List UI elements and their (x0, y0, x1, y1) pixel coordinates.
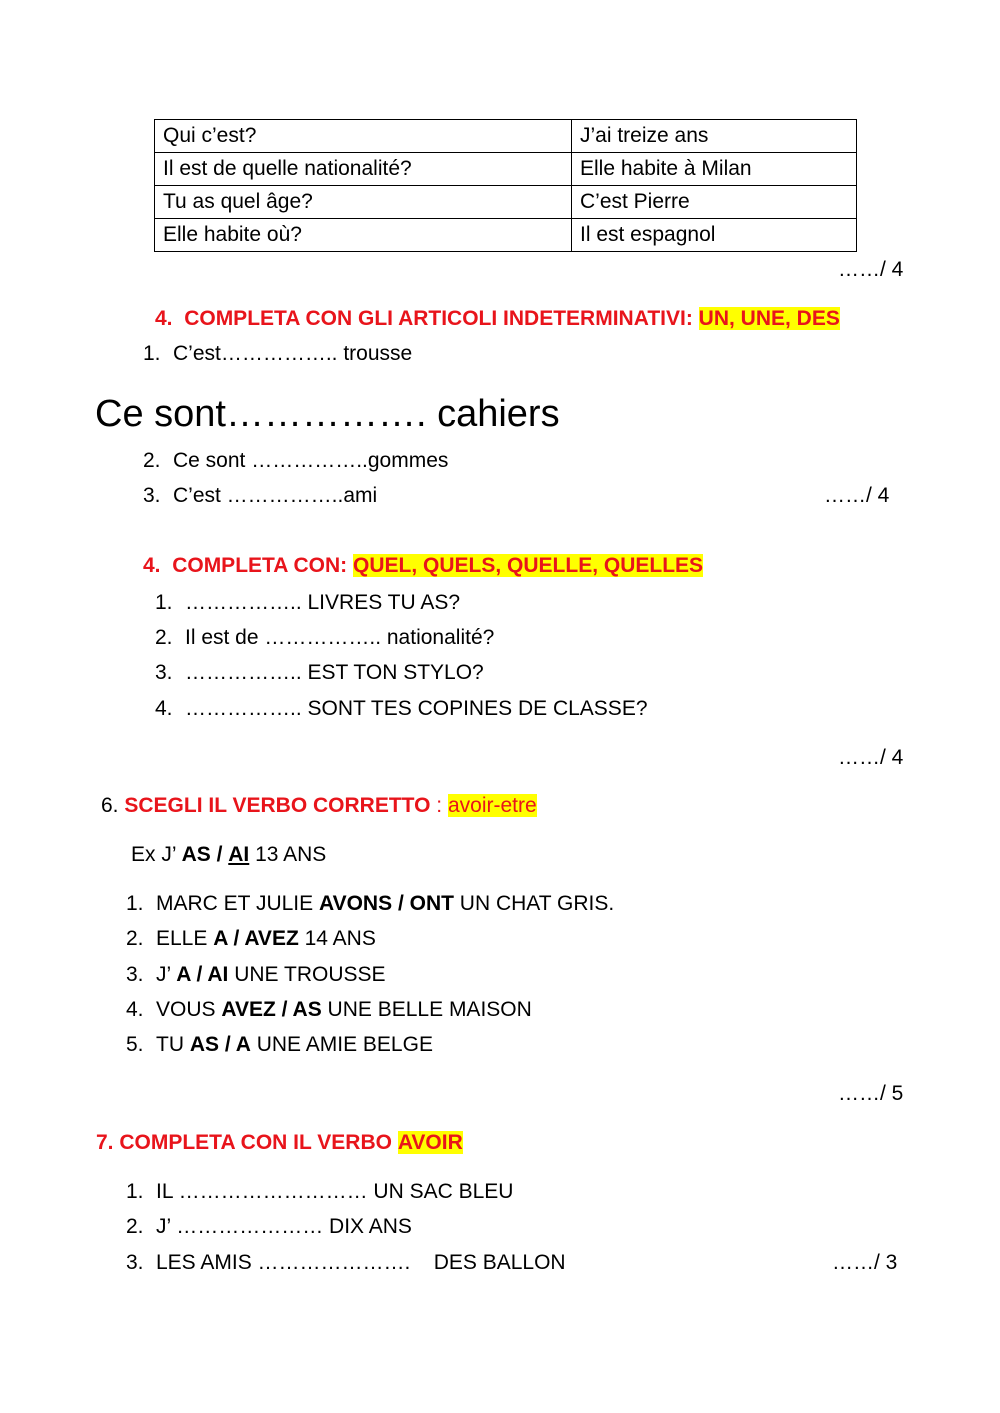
item-text: Ce sont ……………..gommes (173, 449, 449, 472)
item-post: UNE TROUSSE (228, 963, 386, 986)
section-articles-heading (155, 307, 840, 331)
table-cell-answer: C’est Pierre (572, 186, 857, 219)
item-text: IL ……………………… UN SAC BLEU (156, 1180, 514, 1203)
example-answer: AI (228, 843, 250, 866)
score-avoir: ……/ 3 (832, 1251, 898, 1274)
section-highlight: QUEL, QUELS, QUELLE, QUELLES (353, 554, 704, 577)
list-item (155, 661, 484, 685)
score-table: ……/ 4 (838, 258, 904, 281)
section-avoir-heading (96, 1131, 463, 1155)
table-cell-answer: Il est espagnol (572, 219, 857, 252)
list-item (126, 1180, 513, 1204)
table-cell-question: Qui c’est? (155, 120, 572, 153)
item-pre: TU (156, 1033, 190, 1056)
section-number: 4. (155, 307, 173, 330)
item-number: 5. (126, 1033, 144, 1056)
score-verbe: ……/ 5 (838, 1082, 904, 1105)
list-item (155, 591, 460, 615)
item-number: 2. (143, 449, 161, 472)
score-quel: ……/ 4 (838, 746, 904, 769)
table-row (155, 120, 857, 153)
item-text: J’ ………………… DIX ANS (156, 1215, 412, 1238)
item-number: 4. (155, 697, 173, 720)
item-options: AS / A (189, 1033, 251, 1056)
item-text: Il est de …………….. nationalité? (185, 626, 495, 649)
item-text: …………….. EST TON STYLO? (185, 661, 484, 684)
table-cell-answer: J’ai treize ans (572, 120, 857, 153)
table-cell-question: Tu as quel âge? (155, 186, 572, 219)
example-suffix: 13 ANS (249, 843, 327, 866)
item-number: 3. (126, 963, 144, 986)
list-item (126, 927, 376, 951)
list-item (143, 449, 448, 473)
item-number: 3. (126, 1251, 144, 1274)
table-cell-question: Elle habite où? (155, 219, 572, 252)
list-item (126, 1251, 566, 1275)
list-item (126, 1033, 433, 1057)
item-number: 4. (126, 998, 144, 1021)
table-cell-question: Il est de quelle nationalité? (155, 153, 572, 186)
item-pre: J’ (156, 963, 177, 986)
section-highlight: AVOIR (397, 1131, 463, 1154)
section-highlight: avoir-etre (447, 794, 537, 817)
item-number: 2. (126, 1215, 144, 1238)
list-item (155, 697, 648, 721)
list-item (126, 963, 386, 987)
section-title: COMPLETA CON GLI ARTICOLI INDETERMINATIVI: (184, 307, 693, 330)
table-row (155, 186, 857, 219)
section-number: 4. (143, 554, 161, 577)
item-number: 1. (155, 591, 173, 614)
example-prefix: Ex J’ (131, 843, 176, 866)
item-text: …………….. SONT TES COPINES DE CLASSE? (185, 697, 648, 720)
section-verbe-heading (101, 794, 537, 818)
table-row (155, 219, 857, 252)
section-title: 7. COMPLETA CON IL VERBO (96, 1131, 392, 1154)
item-number: 1. (126, 1180, 144, 1203)
list-item (143, 342, 412, 366)
large-exercise-line: Ce sont……………. cahiers (95, 393, 560, 435)
list-item (155, 626, 494, 650)
item-number: 1. (126, 892, 144, 915)
item-pre: ELLE (156, 927, 214, 950)
item-number: 1. (143, 342, 161, 365)
matching-table (154, 119, 857, 252)
section-title: COMPLETA CON: (172, 554, 348, 577)
section-colon: : (436, 794, 443, 817)
list-item (126, 1215, 412, 1239)
section-highlight: UN, UNE, DES (698, 307, 840, 330)
item-pre: VOUS (156, 998, 222, 1021)
item-pre: MARC ET JULIE (156, 892, 319, 915)
item-number: 3. (155, 661, 173, 684)
example-line (131, 843, 326, 867)
section-number: 6. (101, 794, 119, 817)
item-post: UNE AMIE BELGE (250, 1033, 433, 1056)
item-text: …………….. LIVRES TU AS? (185, 591, 461, 614)
item-options: AVEZ / AS (221, 998, 322, 1021)
section-title: SCEGLI IL VERBO CORRETTO (124, 794, 431, 817)
example-option: AS / (181, 843, 223, 866)
item-options: AVONS / ONT (318, 892, 454, 915)
item-number: 2. (126, 927, 144, 950)
item-number: 3. (143, 484, 161, 507)
item-text: LES AMIS …………………. DES BALLON (156, 1251, 566, 1274)
item-number: 2. (155, 626, 173, 649)
list-item (143, 484, 377, 508)
section-quel-heading (143, 554, 703, 578)
table-cell-answer: Elle habite à Milan (572, 153, 857, 186)
list-item (126, 998, 532, 1022)
item-options: A / AVEZ (213, 927, 299, 950)
list-item (126, 892, 614, 916)
item-post: 14 ANS (298, 927, 376, 950)
item-post: UN CHAT GRIS. (453, 892, 615, 915)
item-post: UNE BELLE MAISON (321, 998, 532, 1021)
score-articles: ……/ 4 (824, 484, 890, 507)
item-options: A / AI (176, 963, 229, 986)
item-text: C’est…………….. trousse (173, 342, 413, 365)
item-text: C’est ……………..ami (173, 484, 378, 507)
table-row (155, 153, 857, 186)
